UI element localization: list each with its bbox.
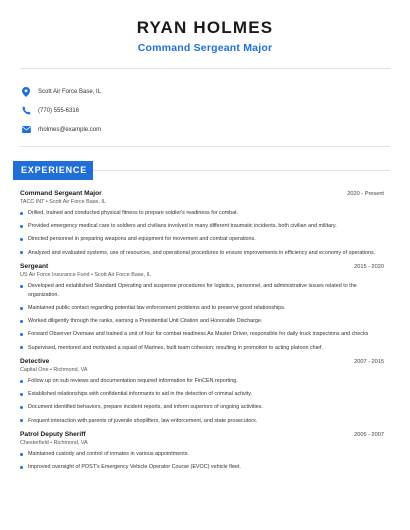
job-bullet: Developed and established Standard Operating and suspense procedures for logistics, personnel, and administrative issues related to the organization. bbox=[20, 282, 384, 299]
job-bullet: Analyzed and evaluated systems, use of resources, and operational procedures to ensure improvements in efficiency and economy of operations. bbox=[20, 249, 384, 258]
job-dates: 2020 - Present bbox=[347, 191, 384, 197]
contact-phone-text: (770) 555-6316 bbox=[38, 107, 80, 114]
job-employer: TACC INT • Scott Air Force Base, IL bbox=[20, 199, 106, 205]
job-location: Scott Air Force Base, IL bbox=[49, 199, 106, 205]
job-bullet: Follow up on sub reviews and documentation required information for FinCEN reporting. bbox=[20, 377, 384, 386]
job-title: Patrol Deputy Sheriff bbox=[20, 431, 86, 439]
job-company: TACC INT bbox=[20, 199, 45, 205]
job-bullets bbox=[20, 209, 384, 257]
contact-email bbox=[20, 120, 101, 139]
email-icon bbox=[20, 124, 32, 136]
resume-header bbox=[0, 0, 410, 54]
job-entry bbox=[20, 190, 384, 257]
contact-phone bbox=[20, 101, 101, 120]
header-divider bbox=[20, 68, 390, 69]
job-bullet: Drilled, trained and conducted physical fitness to prepare soldier's readiness for combat. bbox=[20, 209, 384, 218]
job-location: Richmond, VA bbox=[53, 367, 88, 374]
job-bullets bbox=[20, 282, 384, 352]
job-employer: Capital One • Richmond, VA bbox=[20, 367, 88, 374]
job-entry bbox=[20, 263, 384, 352]
contact-location bbox=[20, 82, 101, 101]
job-location: Richmond, VA bbox=[53, 440, 88, 447]
job-employer: US Air Force Insurance Fund • Scott Air Force Base, IL bbox=[20, 272, 152, 279]
candidate-title: Command Sergeant Major bbox=[137, 42, 273, 54]
job-company: Capital One bbox=[20, 367, 49, 374]
job-company: Chesterfield bbox=[20, 440, 49, 447]
job-bullet: Worked diligently through the ranks, earning a Presidential Unit Citation and Honorable Discharge. bbox=[20, 317, 384, 326]
candidate-name: RYAN HOLMES bbox=[136, 18, 274, 37]
job-title: Detective bbox=[20, 358, 50, 366]
job-bullet: Directed personnel in preparing weapons and equipment for movement and combat operations. bbox=[20, 235, 384, 244]
contact-email-text: rholmes@example.com bbox=[38, 126, 102, 133]
job-bullet: Maintained custody and control of inmates in various appointments. bbox=[20, 450, 384, 459]
job-employer: Chesterfield • Richmond, VA bbox=[20, 440, 88, 447]
job-bullet: Frequent interaction with parents of juvenile shoplifters, law enforcement, and state prosecutors. bbox=[20, 417, 384, 426]
job-dates: 2007 - 2015 bbox=[354, 359, 384, 366]
job-title: Sergeant bbox=[20, 263, 49, 271]
job-bullet: Established relationships with confidential informants to aid in the detection of criminal activity. bbox=[20, 390, 384, 399]
job-bullet: Document identified behaviors, prepare incident reports, and inform superiors of ongoing activities. bbox=[20, 403, 384, 412]
section-heading-experience: EXPERIENCE bbox=[13, 161, 93, 180]
job-entry bbox=[20, 431, 384, 472]
location-pin-icon bbox=[20, 86, 32, 98]
phone-icon bbox=[20, 105, 32, 117]
job-bullets bbox=[20, 450, 384, 472]
job-dates: 2015 - 2020 bbox=[354, 264, 384, 271]
job-title: Command Sergeant Major bbox=[20, 190, 102, 197]
job-bullets bbox=[20, 377, 384, 425]
job-location: Scott Air Force Base, IL bbox=[94, 272, 152, 279]
contact-location-text: Scott Air Force Base, IL bbox=[38, 88, 102, 95]
job-bullet: Forward Observer Oversaw and trained a unit of four for combat readiness As Master Driver, responsible for daily truck inspections and checks bbox=[20, 330, 384, 339]
job-dates: 2005 - 2007 bbox=[354, 432, 384, 439]
job-bullet: Provided emergency medical care to soldiers and civilians involved in many different traumatic incidents, both civilian and military. bbox=[20, 222, 384, 231]
experience-list bbox=[20, 190, 384, 478]
job-bullet: Maintained public contact regarding potential law enforcement problems and to preserve good relationships. bbox=[20, 304, 384, 313]
contact-list bbox=[20, 82, 101, 139]
job-bullet: Improved oversight of POST's Emergency Vehicle Operator Course (EVOC) vehicle fleet. bbox=[20, 463, 384, 472]
contact-divider bbox=[20, 146, 390, 147]
job-bullet: Supervised, mentored and motivated a squad of Marines, built team cohesion; resulting in promotion to acting platoon chief. bbox=[20, 344, 384, 353]
job-entry bbox=[20, 358, 384, 425]
job-company: US Air Force Insurance Fund bbox=[20, 272, 90, 279]
section-heading-line bbox=[93, 170, 390, 171]
